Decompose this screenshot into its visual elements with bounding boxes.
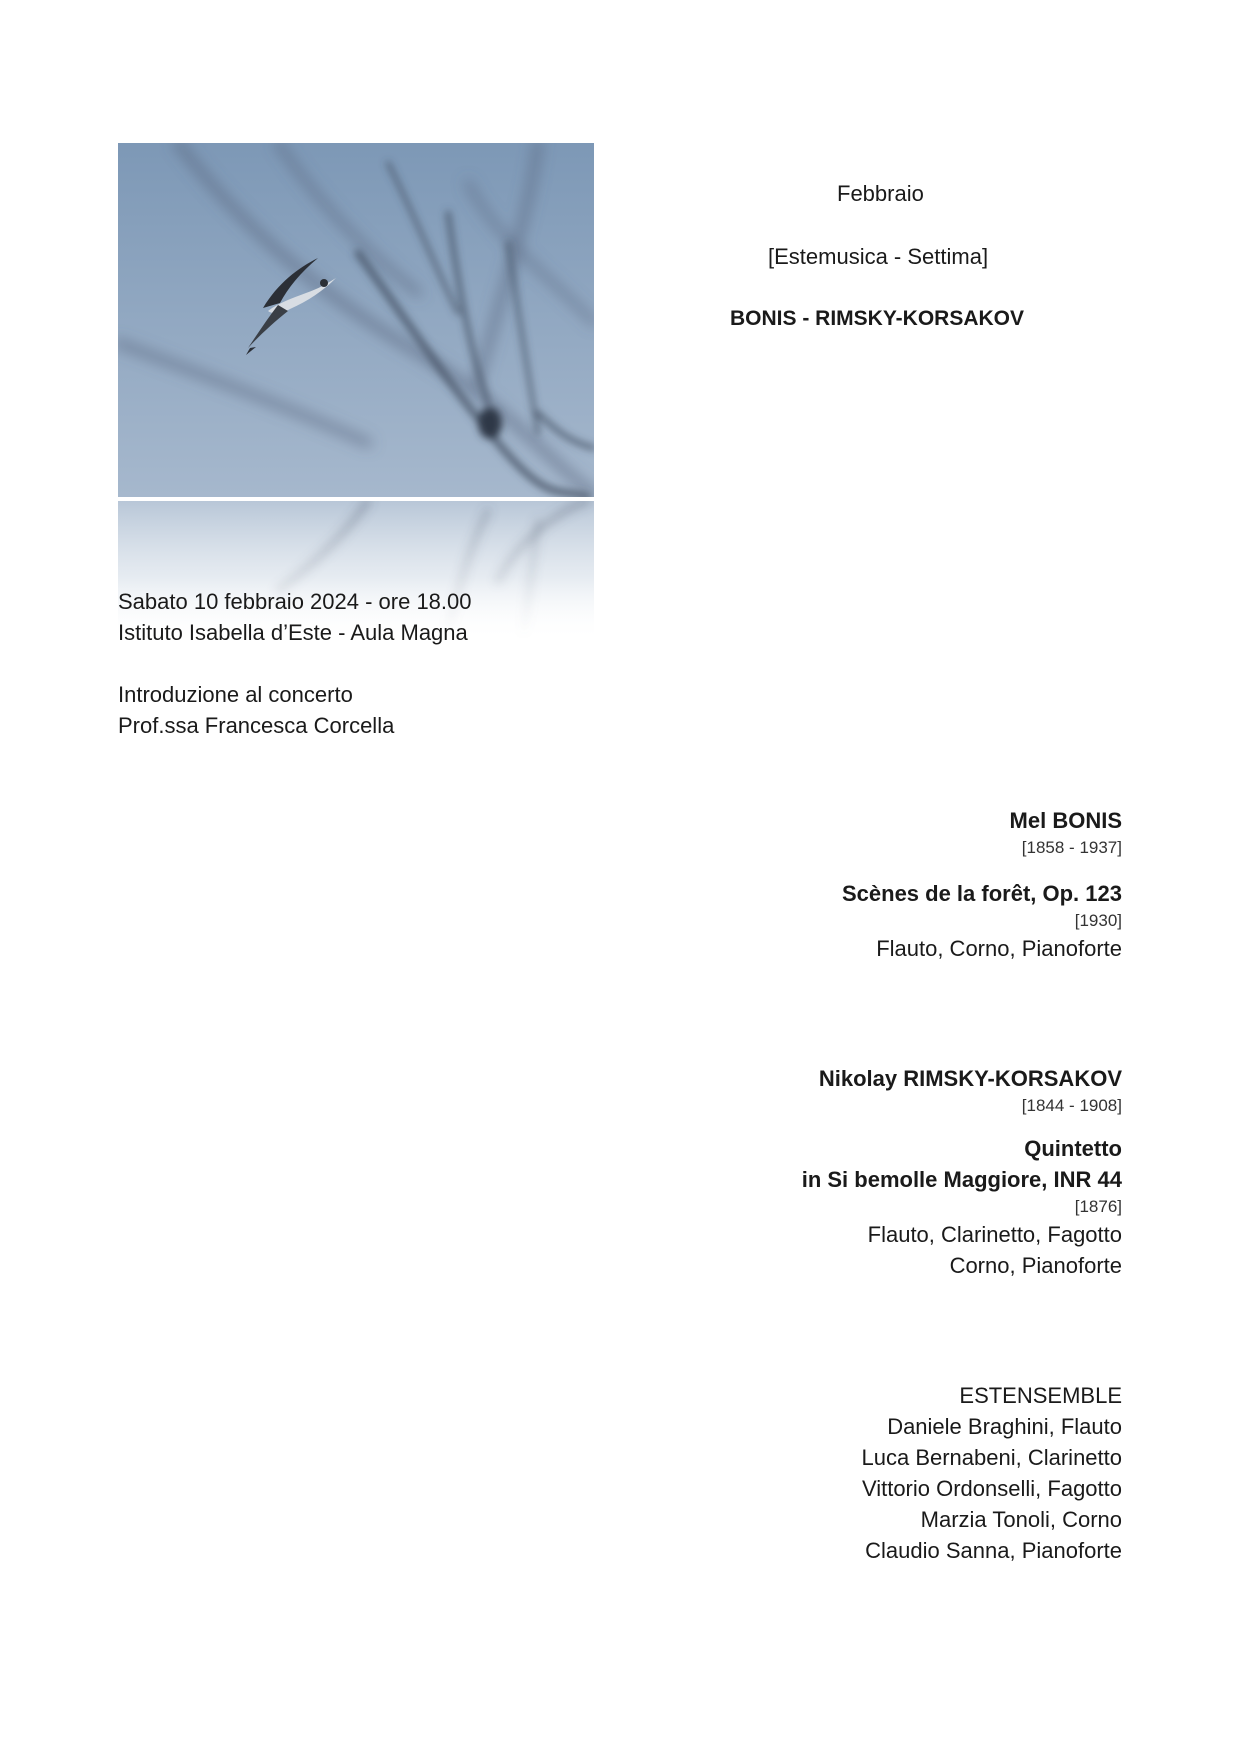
instrumentation-line-1: Flauto, Clarinetto, Fagotto (867, 1222, 1122, 1247)
ensemble-member: Marzia Tonoli, Corno (920, 1507, 1122, 1532)
spacer (842, 860, 1122, 878)
spacer (118, 648, 472, 679)
event-date-time: Sabato 10 febbraio 2024 - ore 18.00 (118, 589, 472, 614)
work-year: [1876] (1074, 1197, 1122, 1216)
ensemble-name: ESTENSEMBLE (959, 1383, 1122, 1408)
event-venue: Istituto Isabella d’Este - Aula Magna (118, 620, 468, 645)
spacer (802, 1118, 1122, 1133)
piece-bonis (842, 806, 1122, 964)
work-title-line-2: in Si bemolle Maggiore, INR 44 (801, 1167, 1122, 1192)
composer-name: Nikolay RIMSKY-KORSAKOV (818, 1066, 1122, 1091)
concert-month: Febbraio (837, 181, 924, 206)
ensemble-member: Vittorio Ordonselli, Fagotto (861, 1476, 1122, 1501)
instrumentation-line-2: Corno, Pianoforte (949, 1253, 1122, 1278)
ensemble-member: Claudio Sanna, Pianoforte (865, 1538, 1122, 1563)
work-year: [1930] (1074, 911, 1122, 930)
cover-photo (118, 143, 594, 497)
composer-years: [1844 - 1908] (1021, 1096, 1122, 1115)
intro-title: Introduzione al concerto (118, 682, 353, 707)
ensemble-member: Daniele Braghini, Flauto (887, 1414, 1122, 1439)
composer-name: Mel BONIS (1009, 808, 1122, 833)
piece-rimsky-korsakov (802, 1064, 1122, 1281)
ensemble-member: Luca Bernabeni, Clarinetto (861, 1445, 1122, 1470)
intro-speaker: Prof.ssa Francesca Corcella (118, 713, 395, 738)
seagull-branches-image (118, 143, 594, 497)
composer-years: [1858 - 1937] (1021, 838, 1122, 857)
series-label: [Estemusica - Settima] (768, 244, 989, 269)
instrumentation: Flauto, Corno, Pianoforte (876, 936, 1122, 961)
work-title: Scènes de la forêt, Op. 123 (841, 881, 1122, 906)
program-title: BONIS - RIMSKY-KORSAKOV (730, 307, 1025, 330)
event-info (118, 586, 472, 741)
ensemble-block (862, 1380, 1123, 1566)
work-title-line-1: Quintetto (1024, 1136, 1122, 1161)
